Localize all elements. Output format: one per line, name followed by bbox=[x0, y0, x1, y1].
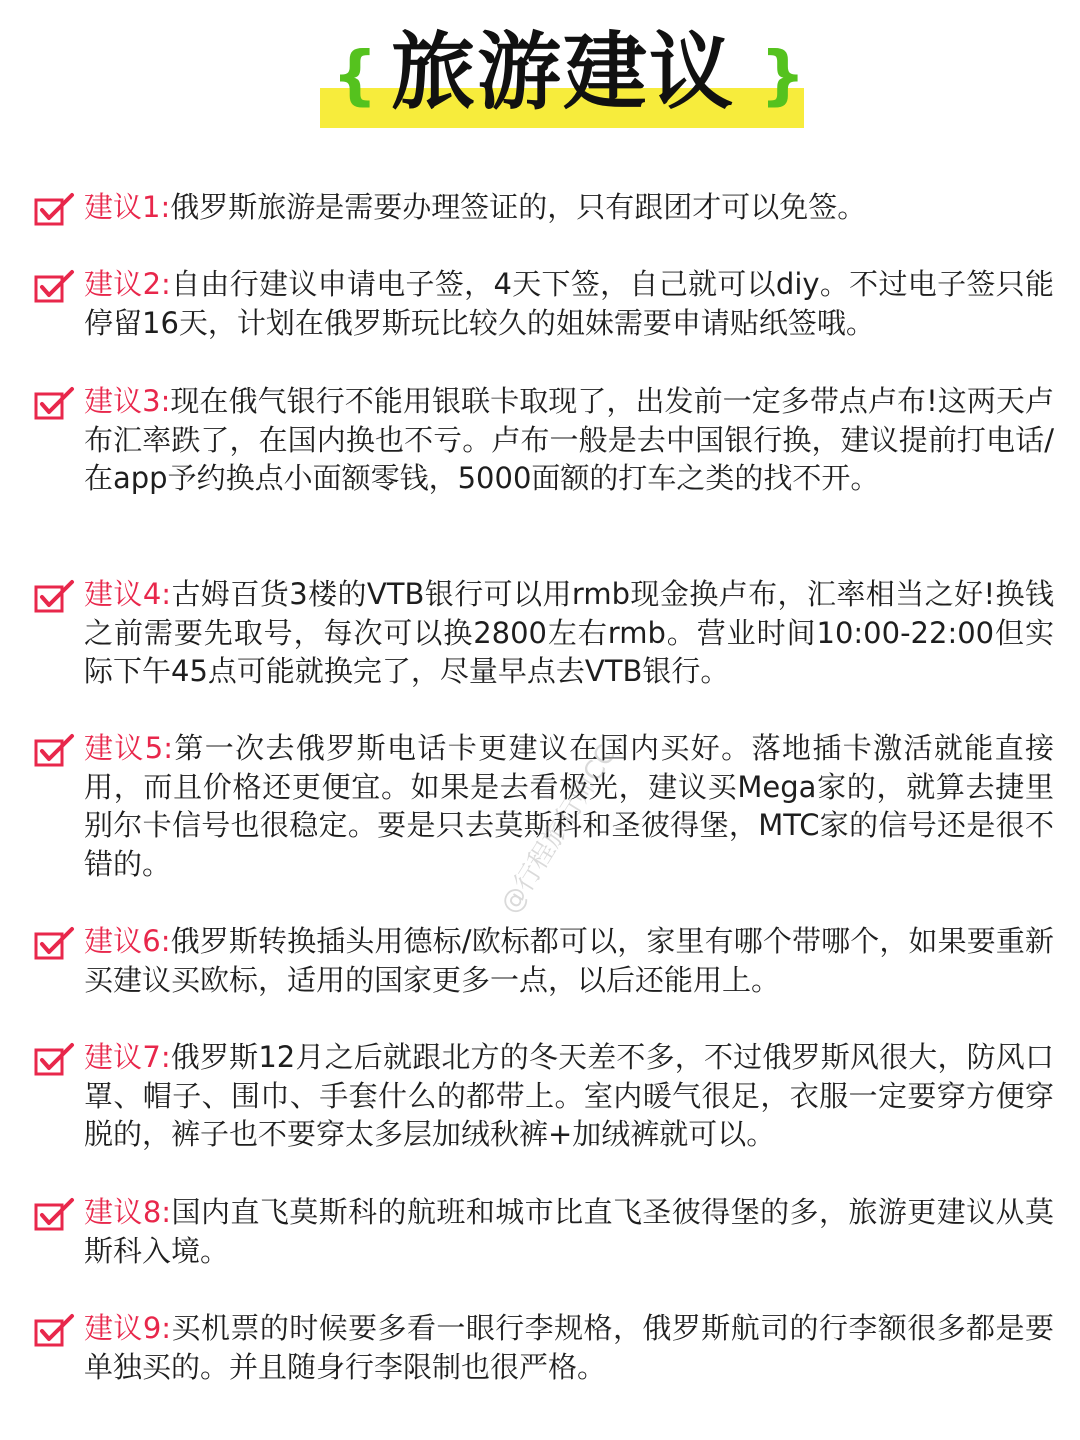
checkbox-checked-icon bbox=[34, 733, 76, 767]
tip-item bbox=[34, 1193, 1054, 1270]
tip-label: 建议4: bbox=[84, 577, 172, 611]
checkbox-checked-icon bbox=[34, 926, 76, 960]
tip-label: 建议9: bbox=[84, 1311, 172, 1345]
checkbox-checked-icon bbox=[34, 269, 76, 303]
tip-body: 买机票的时候要多看一眼行李规格，俄罗斯航司的行李额很多都是要单独买的。并且随身行李限制也很严格。 bbox=[84, 1311, 1054, 1384]
tip-label: 建议6: bbox=[84, 924, 171, 958]
tip-label: 建议7: bbox=[84, 1040, 171, 1074]
tip-body: 现在俄气银行不能用银联卡取现了，出发前一定多带点卢布!这两天卢布汇率跌了，在国内换也不亏。卢布一般是去中国银行换，建议提前打电话/在app予约换点小面额零钱，5000面额的打车之类的找不开。 bbox=[84, 384, 1054, 495]
tip-item bbox=[34, 922, 1054, 999]
tip-label: 建议5: bbox=[84, 731, 173, 765]
tip-item bbox=[34, 1309, 1054, 1386]
page-title: 旅游建议 bbox=[390, 23, 735, 121]
tip-body: 俄罗斯转换插头用德标/欧标都可以，家里有哪个带哪个，如果要重新买建议买欧标，适用的国家更多一点，以后还能用上。 bbox=[84, 924, 1054, 997]
checkbox-checked-icon bbox=[34, 1042, 76, 1076]
tip-item bbox=[34, 575, 1054, 691]
tip-label: 建议8: bbox=[84, 1195, 172, 1229]
title-brace-right: } bbox=[760, 39, 806, 113]
watermark: @行程旅行师CC bbox=[495, 740, 623, 920]
checkbox-checked-icon bbox=[34, 1197, 76, 1231]
checkbox-checked-icon bbox=[34, 386, 76, 420]
tip-label: 建议2: bbox=[84, 267, 171, 301]
tip-body: 俄罗斯12月之后就跟北方的冬天差不多，不过俄罗斯风很大，防风口罩、帽子、围巾、手套什么的都带上。室内暖气很足，衣服一定要穿方便穿脱的，裤子也不要穿太多层加绒秋裤+加绒裤就可以。 bbox=[84, 1040, 1054, 1151]
tip-label: 建议1: bbox=[84, 190, 171, 224]
tip-body: 国内直飞莫斯科的航班和城市比直飞圣彼得堡的多，旅游更建议从莫斯科入境。 bbox=[84, 1195, 1054, 1268]
tip-body: 第一次去俄罗斯电话卡更建议在国内买好。落地插卡激活就能直接用，而且价格还更便宜。如果是去看极光，建议买Mega家的，就算去捷里别尔卡信号也很稳定。要是只去莫斯科和圣彼得堡，MTC家的信号还是很不错的。 bbox=[84, 731, 1054, 881]
checkbox-checked-icon bbox=[34, 1313, 76, 1347]
tip-body: 俄罗斯旅游是需要办理签证的，只有跟团才可以免签。 bbox=[170, 190, 867, 224]
tip-item bbox=[34, 382, 1054, 498]
title-brace-left: { bbox=[332, 39, 378, 113]
tip-body: 古姆百货3楼的VTB银行可以用rmb现金换卢布，汇率相当之好!换钱之前需要先取号，每次可以换2800左右rmb。营业时间10:00-22:00但实际下午45点可能就换完了，尽量早点去VTB银行。 bbox=[84, 577, 1054, 688]
tip-item bbox=[34, 265, 1054, 342]
checkbox-checked-icon bbox=[34, 579, 76, 613]
tip-item bbox=[34, 188, 1054, 227]
tip-label: 建议3: bbox=[84, 384, 171, 418]
tip-body: 自由行建议申请电子签，4天下签，自己就可以diy。不过电子签只能停留16天，计划在俄罗斯玩比较久的姐妹需要申请贴纸签哦。 bbox=[84, 267, 1054, 340]
checkbox-checked-icon bbox=[34, 192, 76, 226]
tip-item bbox=[34, 1038, 1054, 1154]
